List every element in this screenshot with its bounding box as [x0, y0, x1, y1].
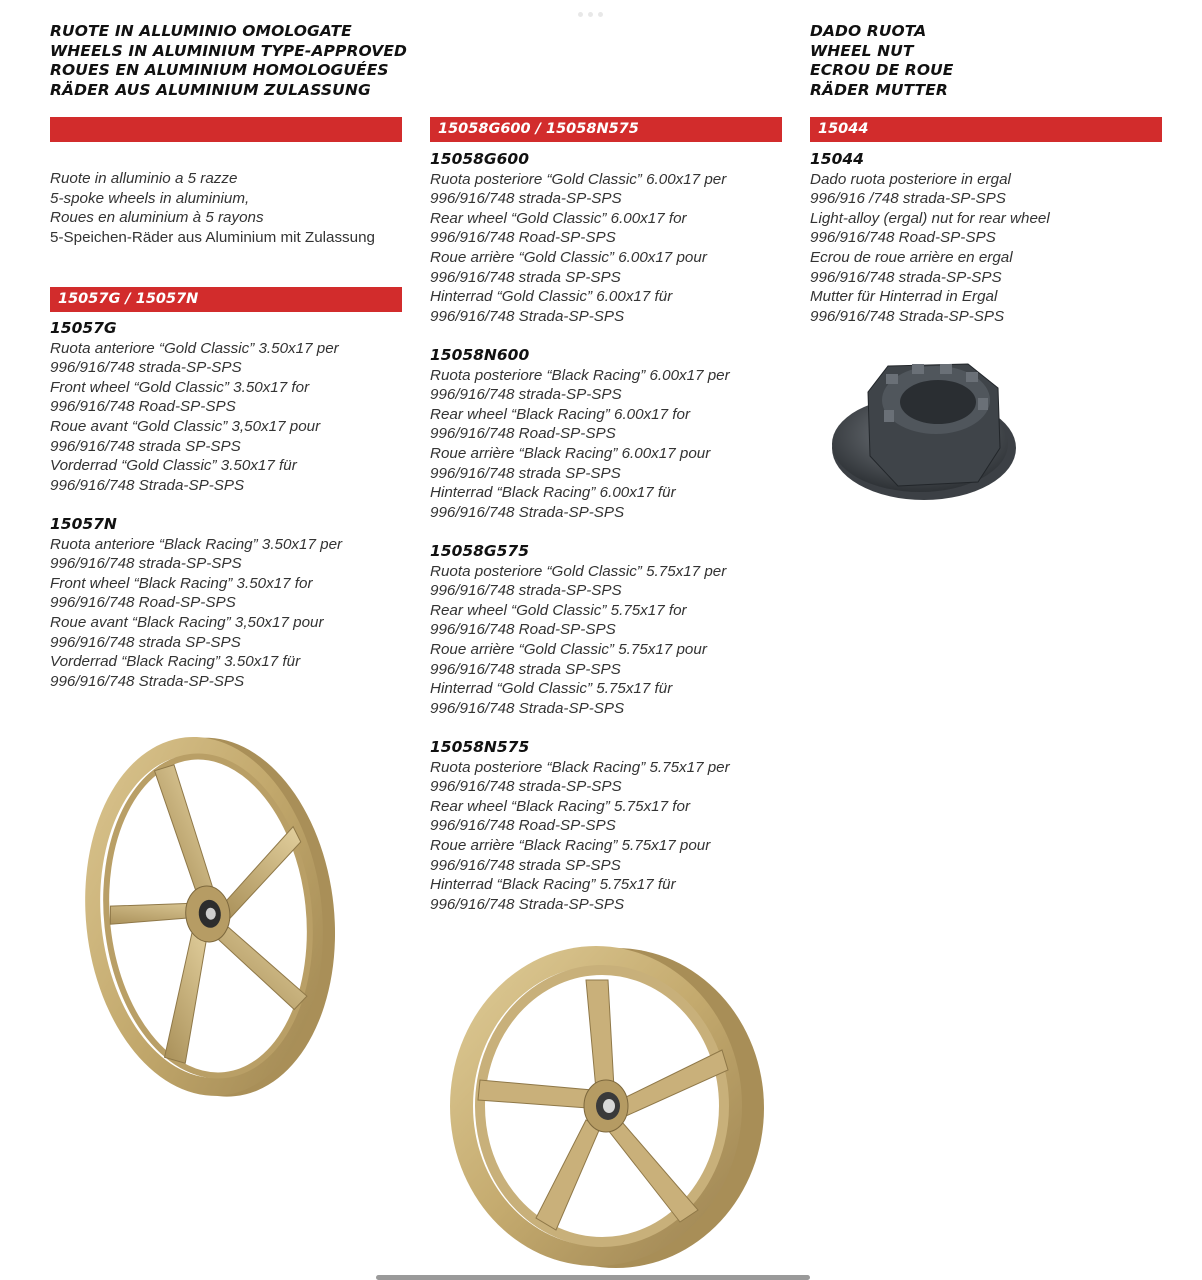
- product-line: Roue arrière “Gold Classic” 6.00x17 pour: [430, 248, 707, 266]
- product-line: 996/916/748 Strada-SP-SPS: [50, 672, 245, 690]
- intro-line: Ruote in alluminio a 5 razze: [50, 170, 238, 187]
- product-code: 15058N600: [430, 346, 530, 364]
- product-line: Mutter für Hinterrad in Ergal: [810, 288, 998, 306]
- product-line: Ruota anteriore “Black Racing” 3.50x17 per: [50, 535, 343, 553]
- product-line: Ecrou de roue arrière en ergal: [810, 248, 1013, 266]
- title-line: RÄDER AUS ALUMINIUM ZULASSUNG: [50, 80, 371, 99]
- section-title-wheels: [50, 22, 407, 100]
- product-line: 996/916/748 Strada-SP-SPS: [810, 307, 1005, 325]
- product-line: Rear wheel “Black Racing” 5.75x17 for: [430, 797, 690, 815]
- product-line: 996/916/748 strada-SP-SPS: [810, 268, 1002, 286]
- page-dot: [578, 12, 583, 17]
- product-15058G600: [430, 150, 800, 326]
- product-line: 996/916/748 Strada-SP-SPS: [50, 476, 245, 494]
- page-dot: [598, 12, 603, 17]
- title-line: RÄDER MUTTER: [810, 80, 948, 99]
- product-bar-15057: 15057G / 15057N: [50, 287, 402, 312]
- intro-line: 5-spoke wheels in aluminium,: [50, 189, 250, 207]
- title-line: WHEELS IN ALUMINIUM TYPE-APPROVED: [50, 41, 407, 60]
- product-line: 996/916/748 strada-SP-SPS: [430, 778, 622, 796]
- product-line: Hinterrad “Gold Classic” 5.75x17 für: [430, 680, 673, 698]
- title-line: RUOTE IN ALLUMINIO OMOLOGATE: [50, 22, 352, 40]
- product-line: 996/916/748 strada-SP-SPS: [50, 555, 242, 573]
- product-bar-15044: 15044: [810, 117, 1162, 142]
- product-line: 996/916/748 Strada-SP-SPS: [430, 895, 625, 913]
- product-line: Light-alloy (ergal) nut for rear wheel: [810, 209, 1050, 227]
- product-line: Ruota posteriore “Black Racing” 5.75x17 per: [430, 758, 730, 776]
- product-line: 996/916/748 Strada-SP-SPS: [430, 699, 625, 717]
- horizontal-scrollbar[interactable]: [376, 1275, 810, 1280]
- product-line: 996/916/748 Road-SP-SPS: [430, 229, 616, 247]
- product-line: Vorderrad “Black Racing” 3.50x17 für: [50, 653, 301, 671]
- title-line: ROUES EN ALUMINIUM HOMOLOGUÉES: [50, 61, 389, 79]
- product-line: Rear wheel “Black Racing” 6.00x17 for: [430, 405, 690, 423]
- product-line: Roue avant “Gold Classic” 3,50x17 pour: [50, 417, 321, 435]
- product-line: 996/916/748 Road-SP-SPS: [50, 594, 236, 612]
- wheel-nut-photo: [828, 352, 1028, 512]
- product-line: 996/916/748 strada-SP-SPS: [430, 386, 622, 404]
- rear-wheel-photo: [436, 940, 766, 1275]
- title-line: WHEEL NUT: [810, 41, 914, 60]
- product-line: Front wheel “Gold Classic” 3.50x17 for: [50, 378, 310, 396]
- product-line: 996/916/748 Road-SP-SPS: [430, 817, 616, 835]
- product-line: 996/916/748 strada SP-SPS: [430, 464, 621, 482]
- product-line: Dado ruota posteriore in ergal: [810, 170, 1011, 188]
- intro-text: [50, 169, 410, 247]
- product-line: 996/916/748 strada SP-SPS: [50, 633, 241, 651]
- product-code: 15044: [810, 150, 864, 168]
- front-wheel-photo: [50, 718, 350, 1128]
- product-line: Ruota anteriore “Gold Classic” 3.50x17 per: [50, 339, 339, 357]
- product-line: 996/916/748 Strada-SP-SPS: [430, 307, 625, 325]
- product-code: 15058G600: [430, 150, 530, 168]
- product-line: Front wheel “Black Racing” 3.50x17 for: [50, 574, 313, 592]
- product-line: 996/916/748 strada-SP-SPS: [430, 190, 622, 208]
- section-bar-empty: [50, 117, 402, 142]
- section-title-nut: [810, 22, 954, 100]
- product-15058N575: [430, 738, 800, 914]
- product-line: Roue arrière “Gold Classic” 5.75x17 pour: [430, 640, 707, 658]
- product-line: Roue arrière “Black Racing” 6.00x17 pour: [430, 444, 711, 462]
- intro-line: Roues en aluminium à 5 rayons: [50, 209, 264, 227]
- product-15057G: [50, 319, 420, 495]
- product-line: 996/916/748 Road-SP-SPS: [430, 621, 616, 639]
- product-line: Ruota posteriore “Gold Classic” 6.00x17 per: [430, 170, 727, 188]
- title-line: DADO RUOTA: [810, 22, 927, 40]
- product-line: Roue avant “Black Racing” 3,50x17 pour: [50, 613, 324, 631]
- product-line: Ruota posteriore “Gold Classic” 5.75x17 per: [430, 562, 727, 580]
- product-line: Hinterrad “Black Racing” 6.00x17 für: [430, 484, 676, 502]
- product-code: 15057N: [50, 515, 117, 533]
- product-line: 996/916/748 Road-SP-SPS: [810, 229, 996, 247]
- product-line: 996/916/748 strada SP-SPS: [430, 856, 621, 874]
- page-dot: [588, 12, 593, 17]
- page-indicator: [578, 12, 608, 18]
- product-line: 996/916/748 Road-SP-SPS: [50, 398, 236, 416]
- product-line: Vorderrad “Gold Classic” 3.50x17 für: [50, 457, 297, 475]
- product-15058G575: [430, 542, 800, 718]
- product-code: 15057G: [50, 319, 117, 337]
- product-line: 996/916/748 strada-SP-SPS: [430, 582, 622, 600]
- product-15057N: [50, 515, 420, 691]
- product-line: Hinterrad “Gold Classic” 6.00x17 für: [430, 288, 673, 306]
- product-line: 996/916/748 Road-SP-SPS: [430, 425, 616, 443]
- intro-line: 5-Speichen-Räder aus Aluminium mit Zulassung: [50, 228, 375, 246]
- product-line: Rear wheel “Gold Classic” 6.00x17 for: [430, 209, 687, 227]
- product-code: 15058N575: [430, 738, 530, 756]
- product-15044: [810, 150, 1180, 326]
- product-line: Roue arrière “Black Racing” 5.75x17 pour: [430, 836, 711, 854]
- product-line: 996/916/748 strada SP-SPS: [430, 660, 621, 678]
- product-line: Ruota posteriore “Black Racing” 6.00x17 per: [430, 366, 730, 384]
- product-line: 996/916/748 strada SP-SPS: [50, 437, 241, 455]
- product-line: Hinterrad “Black Racing” 5.75x17 für: [430, 876, 676, 894]
- product-line: 996/916/748 strada-SP-SPS: [50, 359, 242, 377]
- product-15058N600: [430, 346, 800, 522]
- product-line: Rear wheel “Gold Classic” 5.75x17 for: [430, 601, 687, 619]
- product-code: 15058G575: [430, 542, 530, 560]
- product-bar-15058: 15058G600 / 15058N575: [430, 117, 782, 142]
- title-line: ECROU DE ROUE: [810, 61, 954, 79]
- product-line: 996/916/748 Strada-SP-SPS: [430, 503, 625, 521]
- product-line: 996/916/748 strada SP-SPS: [430, 268, 621, 286]
- product-line: 996/916 /748 strada-SP-SPS: [810, 190, 1006, 208]
